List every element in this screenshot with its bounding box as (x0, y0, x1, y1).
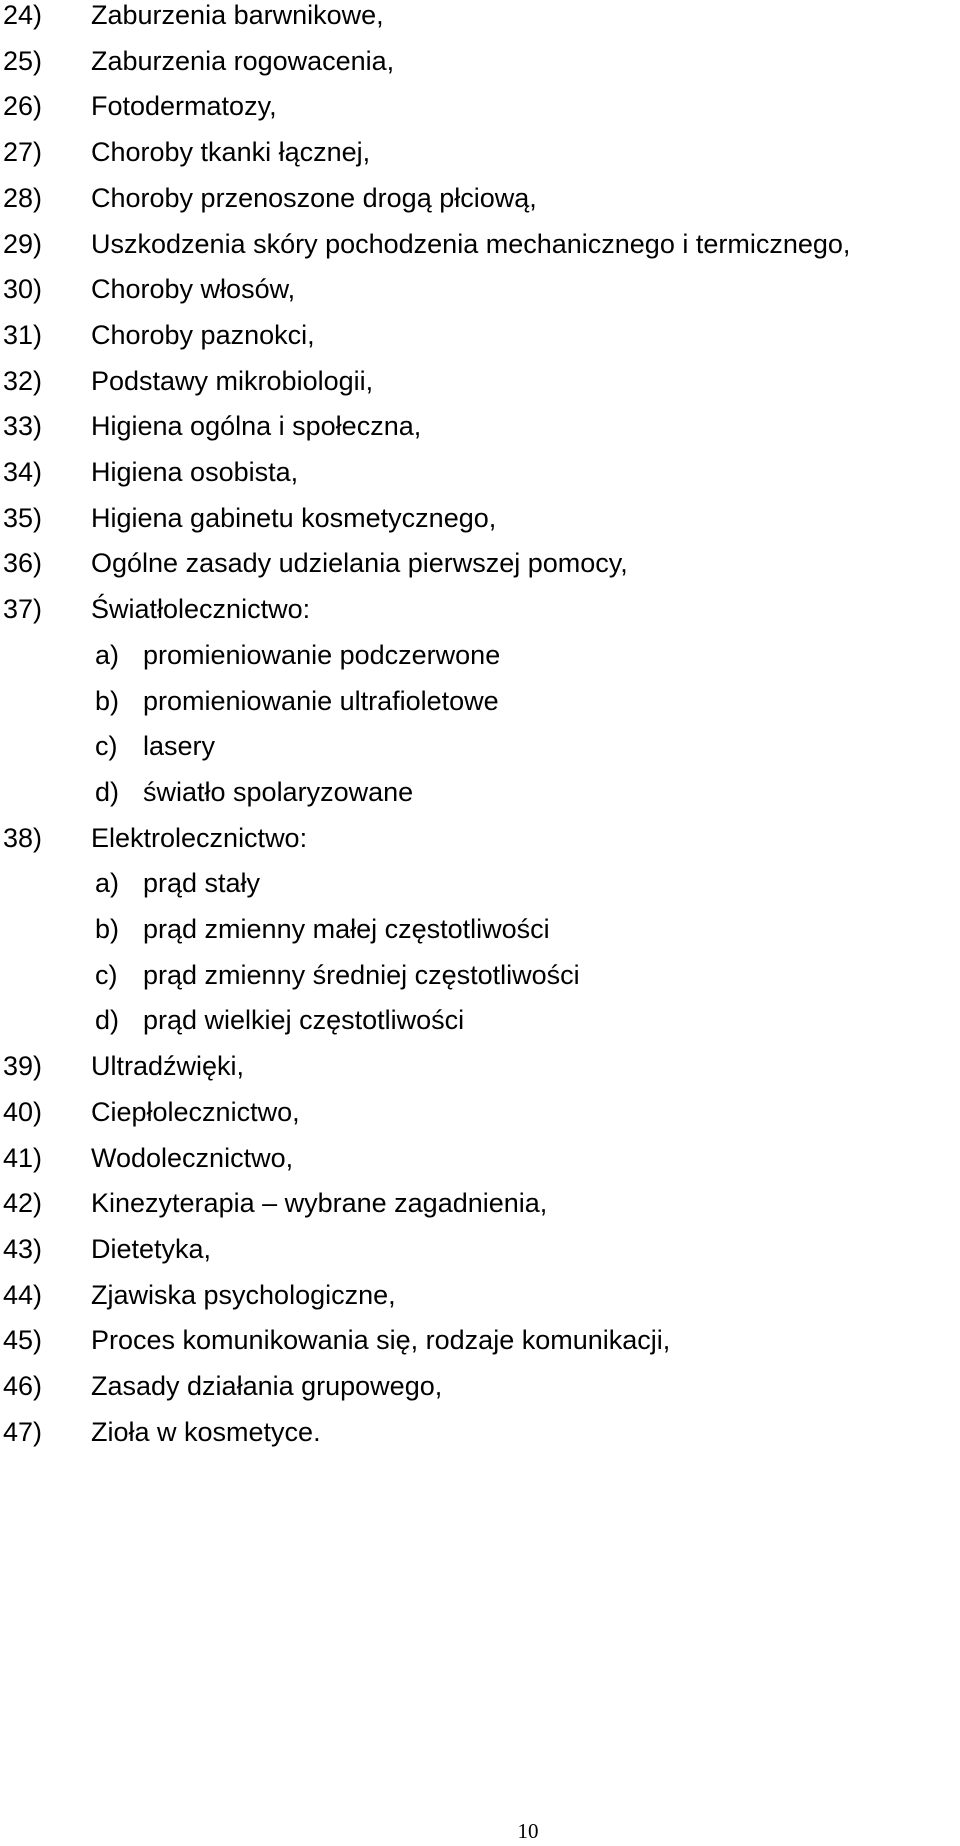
sub-list-item (0, 955, 960, 995)
item-text: Choroby paznokci, (91, 319, 315, 350)
page-number: 10 (517, 1819, 539, 1843)
item-text: Ogólne zasady udzielania pierwszej pomocy, (91, 548, 628, 579)
item-text: Higiena osobista, (91, 457, 299, 487)
item-text: Zjawiska psychologiczne, (91, 1279, 396, 1310)
item-text: Zasady działania grupowego, (91, 1371, 443, 1401)
item-number: 24) (3, 0, 43, 30)
sub-item-letter: b) (95, 685, 120, 716)
list-item (0, 1138, 960, 1178)
item-number: 40) (3, 1096, 43, 1127)
list-item (0, 1183, 960, 1223)
item-number: 44) (3, 1279, 43, 1310)
item-number: 27) (3, 137, 43, 168)
item-number: 46) (3, 1371, 43, 1401)
item-number: 33) (3, 411, 43, 442)
list-item (0, 589, 960, 629)
sub-list-item (0, 635, 960, 675)
sub-item-text: promieniowanie podczerwone (143, 639, 501, 670)
sub-item-letter: c) (95, 731, 118, 762)
item-number: 45) (3, 1325, 43, 1356)
sub-item-text: promieniowanie ultrafioletowe (143, 685, 499, 716)
item-number: 42) (3, 1188, 43, 1219)
list-item (0, 0, 960, 35)
item-text: Fotodermatozy, (91, 91, 277, 122)
sub-item-text: prąd stały (143, 868, 261, 899)
sub-item-text: prąd zmienny średniej częstotliwości (143, 959, 580, 990)
item-text: Światłolecznictwo: (91, 594, 311, 625)
item-text: Kinezyterapia – wybrane zagadnienia, (91, 1188, 548, 1219)
list-item (0, 1046, 960, 1086)
item-text: Proces komunikowania się, rodzaje komunikacji, (91, 1325, 671, 1356)
item-number: 29) (3, 228, 43, 259)
list-item (0, 1229, 960, 1269)
sub-item-text: światło spolaryzowane (143, 776, 414, 807)
sub-list-item (0, 681, 960, 721)
item-text: Zaburzenia rogowacenia, (91, 45, 395, 76)
item-number: 35) (3, 502, 43, 533)
item-number: 47) (3, 1416, 43, 1447)
item-text: Choroby przenoszone drogą płciową, (91, 182, 537, 213)
item-text: Higiena gabinetu kosmetycznego, (91, 502, 497, 533)
sub-list-item (0, 772, 960, 812)
item-number: 38) (3, 822, 43, 853)
item-text: Uszkodzenia skóry pochodzenia mechanicznego i termicznego, (91, 228, 851, 259)
list-item (0, 1092, 960, 1132)
item-number: 36) (3, 548, 43, 579)
item-number: 31) (3, 319, 43, 350)
item-number: 26) (3, 91, 43, 122)
list-item (0, 452, 960, 492)
item-text: Choroby włosów, (91, 274, 296, 305)
item-text: Podstawy mikrobiologii, (91, 365, 374, 396)
list-item (0, 1412, 960, 1452)
list-item (0, 224, 960, 264)
sub-item-letter: b) (95, 914, 120, 944)
item-number: 39) (3, 1051, 43, 1082)
item-text: Elektrolecznictwo: (91, 822, 308, 853)
list-item (0, 543, 960, 583)
sub-list-item (0, 863, 960, 903)
sub-item-letter: d) (95, 1005, 120, 1036)
sub-item-text: lasery (143, 731, 216, 762)
item-number: 25) (3, 45, 43, 76)
sub-item-text: prąd wielkiej częstotliwości (143, 1005, 465, 1036)
item-number: 34) (3, 457, 43, 487)
list-item (0, 1366, 960, 1406)
list-item (0, 818, 960, 858)
item-number: 32) (3, 365, 43, 396)
list-item (0, 86, 960, 126)
sub-list-item (0, 1000, 960, 1040)
list-item (0, 1320, 960, 1360)
item-number: 28) (3, 182, 43, 213)
list-item (0, 1275, 960, 1315)
item-text: Zioła w kosmetyce. (91, 1416, 321, 1447)
list-item (0, 361, 960, 401)
sub-item-letter: c) (95, 959, 118, 990)
list-item (0, 269, 960, 309)
sub-item-text: prąd zmienny małej częstotliwości (143, 914, 550, 944)
item-number: 41) (3, 1142, 43, 1173)
item-text: Choroby tkanki łącznej, (91, 137, 371, 168)
item-text: Dietetyka, (91, 1233, 212, 1264)
item-text: Ciepłolecznictwo, (91, 1096, 300, 1127)
sub-list-item (0, 726, 960, 766)
list-item (0, 406, 960, 446)
item-text: Wodolecznictwo, (91, 1142, 294, 1173)
item-text: Zaburzenia barwnikowe, (91, 0, 384, 30)
sub-item-letter: a) (95, 639, 120, 670)
sub-list-item (0, 909, 960, 949)
list-item (0, 41, 960, 81)
list-item (0, 178, 960, 218)
item-number: 30) (3, 274, 43, 305)
item-text: Higiena ogólna i społeczna, (91, 411, 422, 442)
sub-item-letter: d) (95, 776, 120, 807)
item-text: Ultradźwięki, (91, 1051, 245, 1082)
item-number: 43) (3, 1233, 43, 1264)
sub-item-letter: a) (95, 868, 120, 899)
list-item (0, 132, 960, 172)
item-number: 37) (3, 594, 43, 625)
list-item (0, 315, 960, 355)
list-item (0, 498, 960, 538)
